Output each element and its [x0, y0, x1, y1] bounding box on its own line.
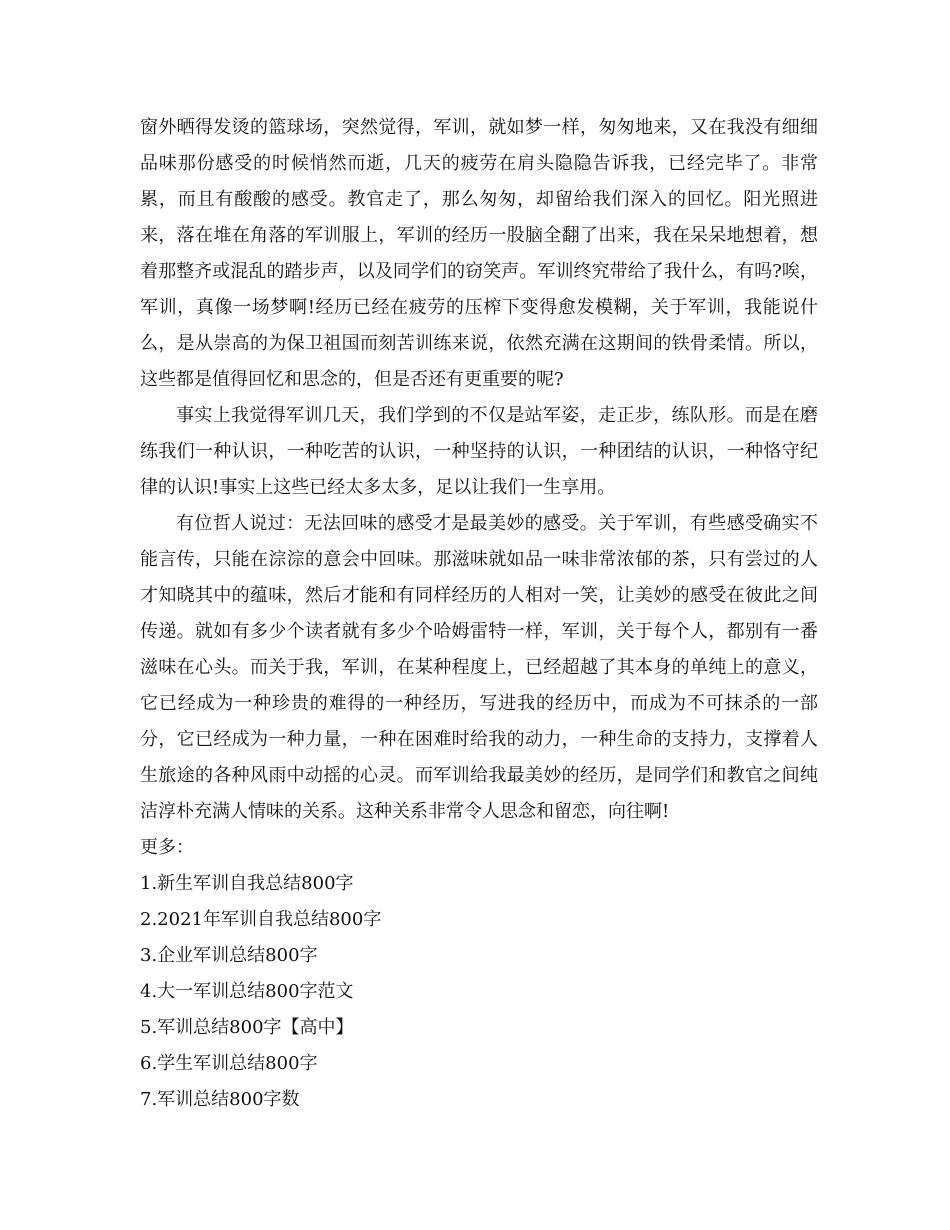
- related-link-1[interactable]: 1.新生军训自我总结800字: [140, 873, 354, 894]
- related-link-5[interactable]: 5.军训总结800字【高中】: [140, 1017, 354, 1038]
- document-page: [140, 110, 818, 1118]
- paragraph-1: 窗外晒得发烫的篮球场，突然觉得，军训，就如梦一样，匆匆地来，又在我没有细细品味那份感受的时候悄然而逝，几天的疲劳在肩头隐隐告诉我，已经完毕了。非常累，而且有酸酸的感受。教官走了，那么匆匆，却留给我们深入的回忆。阳光照进来，落在堆在角落的军训服上，军训的经历一股脑全翻了出来，我在呆呆地想着，想着那整齐或混乱的踏步声，以及同学们的窃笑声。军训终究带给了我什么，有吗?唉，军训，真像一场梦啊!经历已经在疲劳的压榨下变得愈发模糊，关于军训，我能说什么，是从崇高的为保卫祖国而刻苦训练来说，依然充满在这期间的铁骨柔情。所以，这些都是值得回忆和思念的，但是否还有更重要的呢?: [140, 117, 818, 390]
- related-link-7[interactable]: 7.军训总结800字数: [140, 1089, 300, 1110]
- related-link-2[interactable]: 2.2021年军训自我总结800字: [140, 909, 382, 930]
- related-link-6[interactable]: 6.学生军训总结800字: [140, 1053, 318, 1074]
- paragraph-2: 事实上我觉得军训几天，我们学到的不仅是站军姿，走正步，练队形。而是在磨练我们一种认识，一种吃苦的认识，一种坚持的认识，一种团结的认识，一种恪守纪律的认识!事实上这些已经太多太多，足以让我们一生享用。: [140, 405, 818, 498]
- related-links-list: [140, 866, 818, 1118]
- more-label: 更多：: [140, 837, 194, 858]
- related-link-4[interactable]: 4.大一军训总结800字范文: [140, 981, 354, 1002]
- related-link-3[interactable]: 3.企业军训总结800字: [140, 945, 318, 966]
- paragraph-3: 有位哲人说过：无法回味的感受才是最美妙的感受。关于军训，有些感受确实不能言传，只能在淙淙的意会中回味。那滋味就如品一味非常浓郁的茶，只有尝过的人才知晓其中的蕴味，然后才能和有同样经历的人相对一笑，让美妙的感受在彼此之间传递。就如有多少个读者就有多少个哈姆雷特一样，军训，关于每个人，都别有一番滋味在心头。而关于我，军训，在某种程度上，已经超越了其本身的单纯上的意义，它已经成为一种珍贵的难得的一种经历，写进我的经历中，而成为不可抹杀的一部分，它已经成为一种力量，一种在困难时给我的动力，一种生命的支持力，支撑着人生旅途的各种风雨中动摇的心灵。而军训给我最美妙的经历，是同学们和教官之间纯洁淳朴充满人情味的关系。这种关系非常令人思念和留恋，向往啊!: [140, 513, 818, 822]
